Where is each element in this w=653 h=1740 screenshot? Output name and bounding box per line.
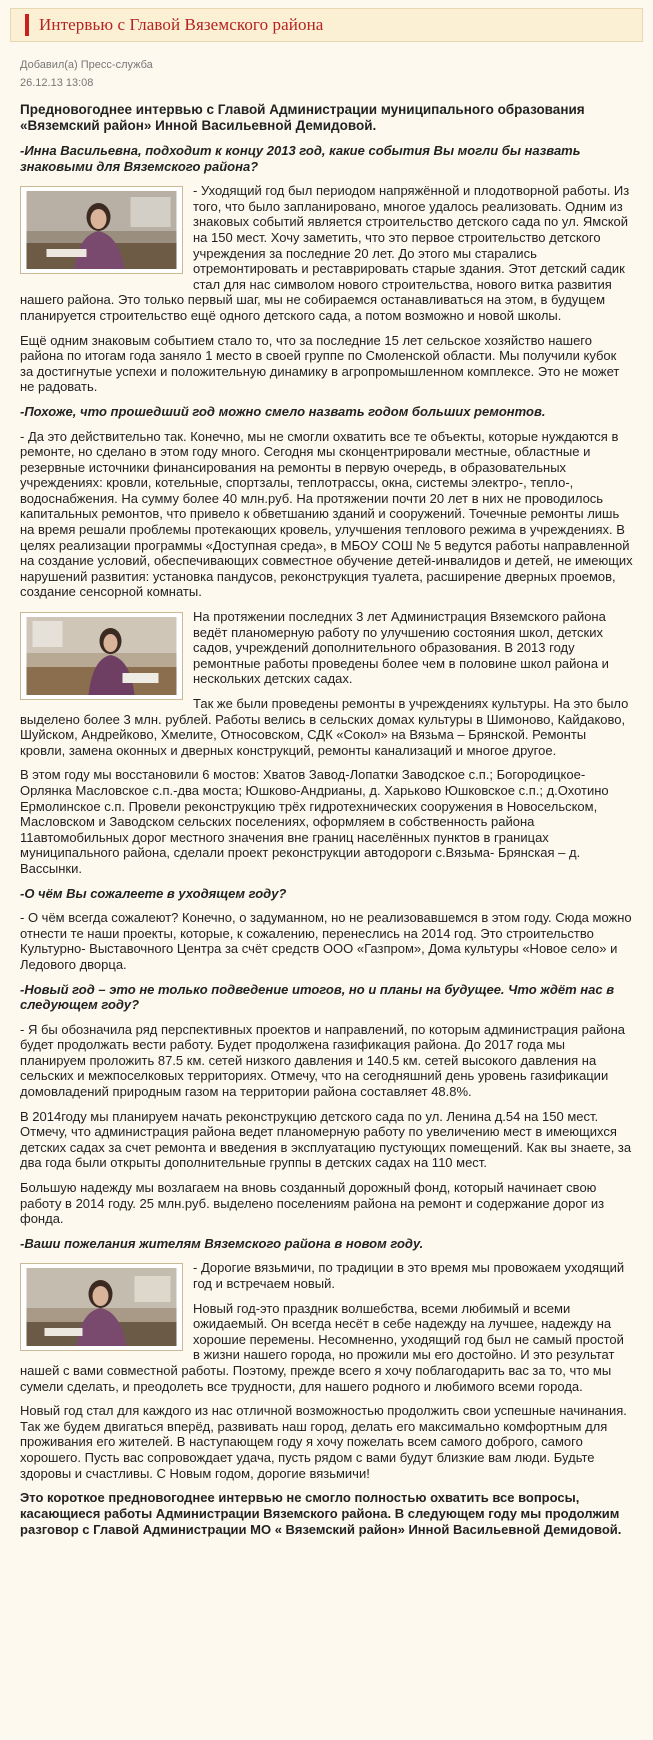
photo-3 <box>20 1263 183 1351</box>
answer-5-paragraph-1: - Дорогие вязьмичи, по традиции в это время мы провожаем уходящий год и встречаем новый. <box>193 1260 625 1291</box>
title-accent-bar <box>25 14 29 36</box>
answer-2-paragraph-3: Так же были проведены ремонты в учреждениях культуры. На это было выделено более 3 млн. рублей. Работы велись в сельских домах культуры в Шимоново, Кайдаково, Шуйском, Андрейково, Хмелите, Относовском, СДК «Сокол» на Вязьма – Брянской. Ремонты кровли, замена оконных и дверных конструкций, ремонты канализаций и многое другое. <box>20 696 629 758</box>
question-2: -Похоже, что прошедший год можно смело назвать годом больших ремонтов. <box>20 403 546 419</box>
author-line: Добавил(а) Пресс-служба <box>20 59 153 71</box>
answer-5-paragraph-2: Новый год-это праздник волшебства, всеми любимый и всеми ожидаемый. Он всегда несёт в себе надежду на лучшее, надежду на хорошие перемены. Несомненно, уходящий год был не самый простой в жизни нашего города, но прожили мы его достойно. И это результат нашей с вами совместной работы. Поэтому, прежде всего я хочу поблагодарить вас за то, что мы сумели сделать, и преодолеть все трудности, для нашего родного и любимого всеми города. <box>20 1300 624 1394</box>
answer-1-paragraph-1: - Уходящий год был периодом напряжённой и плодотворной работы. Из того, что было запланировано, многое удалось реализовать. Одним из знаковых событий является строительство детского сада по ул. Ямской на 150 мест. Хочу заметить, что это первое строительство детского учреждения за последние 20 лет. До этого мы старались отремонтировать и реставрировать старые здания. Этот детский садик стал для нас символом нового строительства, нового витка развития нашего района. Это только первый шаг, мы не собираемся останавливаться на этом, в будущем планируется строительство ещё одного детского сада, а потом возможно и новой школы. <box>20 183 630 323</box>
article-body <box>20 102 633 1538</box>
question-3: -О чём Вы сожалеете в уходящем году? <box>20 885 287 901</box>
portrait-photo-2 <box>25 617 178 695</box>
answer-4-paragraph-3: Большую надежду мы возлагаем на вновь созданный дорожный фонд, который начинает свою работу в 2014 году. 25 млн.руб. выделено поселениям района на ремонт и содержание дорог из фонда. <box>20 1180 605 1227</box>
answer-2-paragraph-4: В этом году мы восстановили 6 мостов: Хватов Завод-Лопатки Заводское с.п.; Богородицкое-Орлянка Масловское с.п.-два моста; Юшково-Андрианы, д. Харьково Юшковское с.п.; д.Охотино Ермолинское с.п. Провели реконструкцию трёх гидротехнических сооружения в Новосельском, Масловском и Заводском сельских поселениях, оформляем в собственность района 11автомобильных дорог местного значения вне границ населённых пунктов в границах муниципального района, сделали проект реконструкции автодороги с.Вязьма- Брянская – д. Вассынки. <box>20 767 609 876</box>
answer-2-paragraph-2: На протяжении последних 3 лет Администрация Вяземского района ведёт планомерную работу по улучшению состояния школ, детских садов, учреждений дополнительного образования. В 2013 году ремонтные работы проведены более чем в половине школ района и нескольких детских садах. <box>193 609 609 687</box>
portrait-photo-3 <box>25 1268 178 1346</box>
photo-2 <box>20 612 183 700</box>
article-title: Интервью с Главой Вяземского района <box>39 15 324 34</box>
answer-3: - О чём всегда сожалеют? Конечно, о задуманном, но не реализовавшемся в этом году. Сюда можно отнести те наши проекты, которые, к сожалению, перенеслись на 2014 год. Это строительство Культурно- Выставочного Центра за счёт средств ООО «Газпром», Дома культуры «Новое село» и Ледового дворца. <box>20 910 632 972</box>
question-1: -Инна Васильевна, подходит к концу 2013 год, какие события Вы могли бы назвать знаковыми для Вяземского района? <box>20 143 581 174</box>
answer-4-paragraph-2: В 2014году мы планируем начать реконструкцию детского сада по ул. Ленина д.54 на 150 мест. Отмечу, что администрация района ведет планомерную работу по увеличению мест в имеющихся детских садах за счет ремонта и введения в эксплуатацию пустующих помещений. Как вы знаете, за два года были открыты дополнительные группы в детских садах на 110 мест. <box>20 1108 632 1171</box>
article-meta <box>20 56 643 92</box>
article-header <box>10 8 643 42</box>
answer-2-paragraph-1: - Да это действительно так. Конечно, мы не смогли охватить все те объекты, которые нуждаются в ремонте, но сделано в этом году много. Сегодня мы сконцентрировали местные, областные и резервные источники финансирования на ремонты в первую очередь, в образовательных учреждениях: кровли, котельные, спортзалы, теплотрассы, окна, системы электро-, тепло-, водоснабжения. На сумму более 40 млн.руб. На протяжении почти 20 лет в них не проводилось капитальных ремонтов, что привело к обветшанию зданий и сооружений. Точечные ремонты лишь на время решали проблемы протекающих кровель, улучшения теплового режима в учреждениях. В целях реализации программы «Доступная среда», в МБОУ СОШ № 5 ведутся работы направленной на создание условий, обеспечивающих совместное обучение детей-инвалидов и детей, не имеющих нарушений развития: установка пандусов, реконструкция туалета, расширение дверных проемов, создание сенсорной комнаты. <box>20 428 633 600</box>
closing-note: Это короткое предновогоднее интервью не смогло полностью охватить все вопросы, касающиеся работы Администрации Вяземского района. В следующем году мы продолжим разговор с Главой Администрации МО « Вяземский район» Инной Васильевной Демидовой. <box>20 1490 622 1538</box>
article-lead: Предновогоднее интервью с Главой Администрации муниципального образования «Вяземский район» Инной Васильевной Демидовой. <box>20 102 585 133</box>
answer-1-paragraph-2: Ещё одним знаковым событием стало то, что за последние 15 лет сельское хозяйство нашего района по итогам года заняло 1 место в своей группе по Смоленской области. Мы получили кубок за достигнутые успехи и положительную динамику в агропромышленном комплексе. Это не может не радовать. <box>20 332 620 395</box>
photo-1 <box>20 186 183 274</box>
question-4: -Новый год – это не только подведение итогов, но и планы на будущее. Что ждёт нас в следующем году? <box>20 981 615 1013</box>
answer-4-paragraph-1: - Я бы обозначила ряд перспективных проектов и направлений, по которым администрация района будет продолжать вести работу. Будет продолжена газификация района. До 2017 года мы планируем проложить 87.5 км. сетей низкого давления и 140.5 км. сетей высокого давления на сельских и межпоселковых территориях. Отмечу, что на сегодняшний день уровень газификации домовладений природным газом на территории района составляет 48.8%. <box>20 1021 625 1100</box>
portrait-photo-1 <box>25 191 178 269</box>
publish-date: 26.12.13 13:08 <box>20 77 94 89</box>
answer-5-paragraph-3: Новый год стал для каждого из нас отличной возможностью продолжить свои успешные начинания. Так же будем двигаться вперёд, развивать наш город, делать его максимально комфортным для проживания его жителей. В наступающем году я хочу пожелать всем самого доброго, самого хорошего. Пусть вас сопровождает удача, пусть рядом с вами будут близкие вам люди. Будьте здоровы и счастливы. С Новым годом, дорогие вязьмичи! <box>20 1403 627 1481</box>
question-5: -Ваши пожелания жителям Вяземского района в новом году. <box>20 1235 424 1251</box>
